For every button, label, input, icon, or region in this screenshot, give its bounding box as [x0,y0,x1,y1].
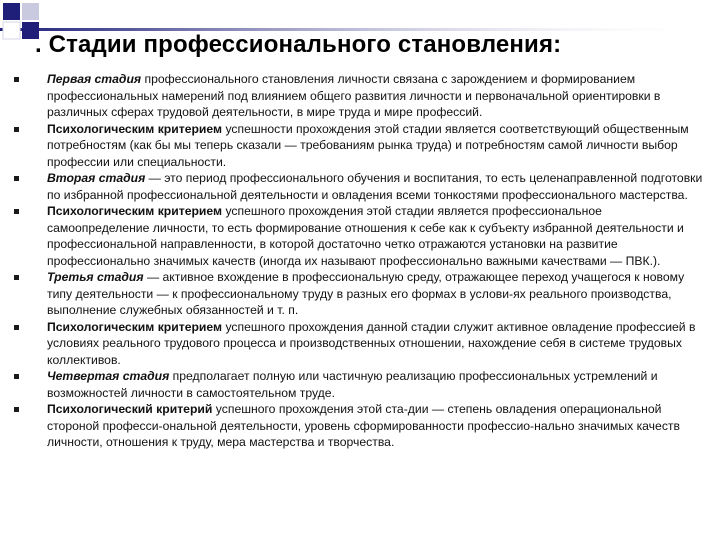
criterion-term: Психологическим критерием [47,319,223,334]
header-square-dark [3,3,20,20]
square-bullet-icon [14,374,19,379]
slide-title: . Стадии профессионального становления: [35,31,562,58]
stage-list-item [0,401,720,451]
stage-term: Вторая стадия [47,171,146,185]
stage-description: успешного прохождения этой ста-дии — степень овладения операциональной стороной професси-ональной деятельности, уровень сформированности профессио-нально значимых качеств личности, отношения к труду, мера мастерства и творчества. [47,402,680,449]
square-bullet-icon [14,275,19,280]
stage-description: успешного прохождения этой стадии является профессиональное самоопределение личности, то есть формирование отношения к себе как к субъекту избранной деятельности и профессиональной направленности, в которой достаточно четко отражаются установки на развитие профессионально значимых качеств (иногда их называют профессионально важными качествами — ПВК.). [47,204,684,268]
stage-list-item [0,368,720,401]
criterion-term: Психологическим критерием [47,121,223,136]
stage-term: Четвертая стадия [47,369,170,383]
square-bullet-icon [14,127,19,132]
square-bullet-icon [14,325,19,330]
square-bullet-icon [14,176,19,181]
square-bullet-icon [14,407,19,412]
stage-description: — активное вхождение в профессиональную среду, отражающее переход учащегося к новому типу деятельности — к профессиональному труду в разных его формах в услови-ях реального производства, выполнение служебных обязанностей и т. п. [47,270,685,317]
stage-list-item [0,319,720,369]
stage-term: Первая стадия [47,72,142,86]
criterion-term: Психологический критерий [47,402,213,416]
stage-list [0,71,720,451]
stage-list-item [0,170,720,203]
stage-description: — это период профессионального обучения и воспитания, то есть целенаправленной подготовки по избранной профессиональной деятельности и овладения всеми тонкостями профессионального мастерства. [47,171,703,202]
stage-term: Третья стадия [47,270,144,284]
stage-list-item [0,269,720,319]
header-square-white [3,22,20,39]
stage-description: профессионального становления личности связана с зарождением и формированием профессиональных намерений под влиянием общего развития личности и первоначальной ориентировки в различных сферах трудовой деятельности, в мире труда и мире профессий. [47,72,661,119]
criterion-term: Психологическим критерием [47,204,223,218]
stage-description: предполагает полную или частичную реализацию профессиональных устремлений и возможностей личности в самостоятельном труде. [47,369,658,400]
stage-description: успешности прохождения этой стадии является соответствующий общественным потребностям (как бы мы теперь сказали — требованиям рынка труда) и потребностям самой личности выбор профессии или специальности. [47,121,689,169]
stage-list-item [0,71,720,121]
stage-list-item [0,121,720,171]
square-bullet-icon [14,209,19,214]
header-square-light [22,3,39,20]
stage-description: успешного прохождения данной стадии служит активное овладение профессией в условиях реального трудового процесса и производственных отношении, нахождение себя в системе трудовых коллективов. [47,319,696,367]
stage-list-item [0,203,720,269]
square-bullet-icon [14,77,19,82]
